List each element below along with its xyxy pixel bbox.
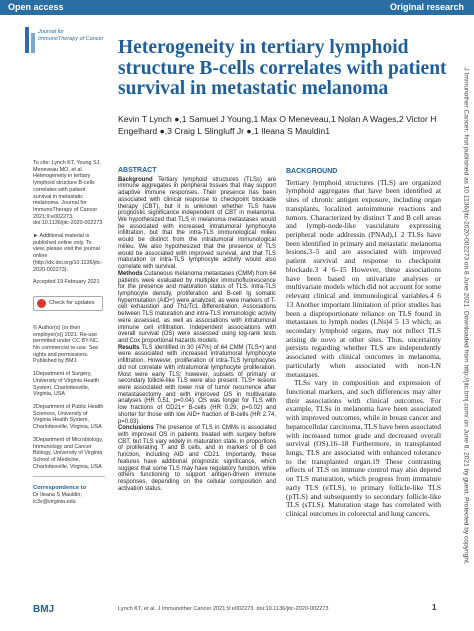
abstract-section <box>118 168 276 493</box>
article-info-sidebar <box>33 160 105 511</box>
abstract-results-label: Results <box>118 344 140 351</box>
article-title: Heterogeneity in tertiary lymphoid structure B-cells correlates with patient survival in metastatic melanoma <box>118 37 447 99</box>
abstract-conclusions-text: The presence of TLS in CMMs is associated with improved OS in patients treated with surgery before CBT, but TLS vary widely in maturation state, in proportions of proliferating T and B cells, and in markers of B cell function, including AID and CD21. Importantly, these features have additional prognostic significance, which suggest that some TLS may have regulatory function, while others functioning to support antigen-driven immune responses, depending on the cellular composition and activation status. <box>118 425 277 492</box>
abstract-results-text: TLS identified in 30 (47%) of 64 CMM (TLS+) and were associated with increased intratumoral lymphocyte infiltration. However, proliferation of intra-TLS lymphocytes did not correlate with intratumoral lymphocyte proliferation. Most were early TLS; however, subsets of primary or secondary follicle-like TLS were also present. TLS+ lesions were associated with lower risk of tumor recurrence after metastasectomy and with improved OS in multivariate analyses (HR 0.51, p=0.04). OS was longer for TLS with low fractions of CD21+ B-cells (HR 0.29, p=0.02) and shorter for those with low AID+ fraction of B-cells (HR 2.74, p=0.03). <box>118 344 276 425</box>
abstract-background-text: Tertiary lymphoid structures (TLSs) are immune aggregates in peripheral tissues that may support adaptive immune responses. Their presence has been associated with clinical response to checkpoint blockade therapy (CBT), but it is unknown whether TLS have prognostic significance independent of CBT in melanoma. We hypothesized that TLS in melanoma metastases would be associated with increased intratumoral lymphocyte infiltration, but that the intra-TLS immunological milieu would be distinct from the intratumoral immunological milieu. We also hypothesized that the presence of TLS would be associated with improved survival, and that TLS maturation or intra-TLS lymphocyte activity would also correlate with survival. <box>118 176 276 271</box>
copyright-note: © Author(s) (or their employer(s)) 2021. Re-use permitted under CC BY-NC. No commercial re-use. See rights and permissions. Published by BMJ. <box>33 324 100 365</box>
affiliation-1: 1Department of Surgery, University of Virginia Health System, Charlottesville, Virginia, USA <box>33 371 100 398</box>
abstract-methods-text: Cutaneous melanoma metastases (CMM) from 64 patients were evaluated by multiplex immunofluorescence for the presence and maturation status of TLS. Intra-TLS lymphocyte density, proliferation and B-cell Ig somatic hypermutation (AID+) were analyzed, as were markers of T-cell exhaustion and Th1/Tc1 differentiation. Associations between TLS maturation and intra-TLS immunologic activity were assessed, as well as associations with intratumoral immune cell infiltration. Independent associations with overall survival (OS) were assessed using log-rank tests and Cox proportional hazards models. <box>118 270 276 344</box>
bmj-logo: BMJ <box>33 604 55 615</box>
crossmark-icon <box>37 299 46 308</box>
abstract-heading: ABSTRACT <box>118 167 157 174</box>
affiliation-2: 2Department of Public Health Sciences, University of Virginia Health System, Charlottesville, Virginia, USA <box>33 403 104 431</box>
abstract-methods-label: Methods <box>118 270 143 277</box>
correspondence-heading: Correspondence to <box>33 485 87 492</box>
abstract-conclusions-label: Conclusions <box>118 425 154 432</box>
journal-emblem-icon <box>24 27 36 53</box>
journal-logo-text: Journal for ImmunoTherapy of Cancer <box>38 29 104 42</box>
background-paragraph-2: TLSs vary in composition and expression of functional markers, and such differences may alter their associations with clinical outcomes. For example, TLSs in melanoma have been associated with improved outcomes, while in breast cancer and hepatocellular carcinoma, TLS have been associated with increased tumor grade and decreased overall survival (OS).16–18 Furthermore, in transplanted lungs, TLS are associated with enhanced tolerance to the transplanted organ.19 These contrasting effects of TLS on immune control may also depend on TLS maturation, which progress from immature early TLS (eTLS), to primary follicle-like TLS (pTLS) and subsequently to secondary follicle-like TLS (sTLS). Maturation stage has correlated with clinical outcomes in colorectal and lung cancers, <box>286 378 441 519</box>
page-number: 1 <box>432 603 437 612</box>
background-section <box>286 168 441 519</box>
additional-material-note[interactable]: ► Additional material is published online only. To view, please visit the journal online (http://dx.doi.org/10.1136/jitc-2020-002273). <box>33 233 103 273</box>
background-heading: BACKGROUND <box>286 168 338 175</box>
top-banner <box>0 0 474 15</box>
open-access-label: Open access <box>8 2 64 12</box>
abstract-background-label: Background <box>118 176 153 183</box>
divider <box>33 476 105 477</box>
download-watermark[interactable]: J Immunother Cancer: first published as 10.1136/jitc-2020-002273 on 8 June 2021. Downloaded from http://jitc.bmj.com/ on June 8, 2021 by guest. Protected by copyright. <box>462 67 470 565</box>
check-for-updates-label: Check for updates <box>49 300 95 307</box>
check-for-updates-button[interactable] <box>33 296 103 311</box>
accepted-date: Accepted 19 February 2021 <box>33 279 100 286</box>
article-type-label: Original research <box>389 2 464 12</box>
correspondence-body[interactable]: Dr Ileana S Mauldin; ic3v@virginia.edu <box>33 492 82 505</box>
footer-citation: Lynch KT, et al. J Immunother Cancer 2021;9:e002273. doi:10.1136/jitc-2020-002273 <box>118 606 329 612</box>
journal-logo[interactable] <box>24 25 114 65</box>
citation-info: To cite: Lynch KT, Young SJ, Meneveau MO, et al. Heterogeneity in tertiary lymphoid structure B-cells correlates with patient survival in metastatic melanoma. Journal for ImmunoTherapy of Cancer 2021;9:e002273. doi:10.1136/jitc-2020-002273 <box>33 160 103 227</box>
affiliation-3: 3Department of Microbiology, Immunology and Cancer Biology, University of Virginia School of Medicine, Charlottesville, Virginia, USA <box>33 436 104 470</box>
background-paragraph-1: Tertiary lymphoid structures (TLS) are organized lymphoid aggregates that have been identified at sites of chronic antigen exposure, including organ transplants, localized autoimmune reactions and tumors. Characterized by distinct T and B cell areas and lymph-node-like vasculature expressing peripheral node addressin (PNAd),1 2 TLSs have been identified in primary and metastatic melanoma lesions,3–5 and are associated with improved patient survival and response to checkpoint blockade.3 4 6–15 However, these associations have been based on univariate analyses or multivariate models which did not account for some relevant clinical and immunological variables.4 6 13 Another important limitation of prior studies has been a disproportionate reliance on TLS found in metastases to lymph nodes (LNs)4 5 13 which; as secondary lymphoid organs, may not reflect TLS arising de novo at other sites. Thus, uncertainty persists regarding whether TLS are independently associated with clinical outcomes in melanoma, particularly when associated with non-LN metastases. <box>286 177 441 379</box>
abstract-text <box>118 177 276 493</box>
author-list: Kevin T Lynch ●,1 Samuel J Young,1 Max O Meneveau,1 Nolan A Wages,2 Victor H Engelhard ●,3 Craig L Slingluff Jr ●,1 Ileana S Mauldin1 <box>118 114 437 136</box>
